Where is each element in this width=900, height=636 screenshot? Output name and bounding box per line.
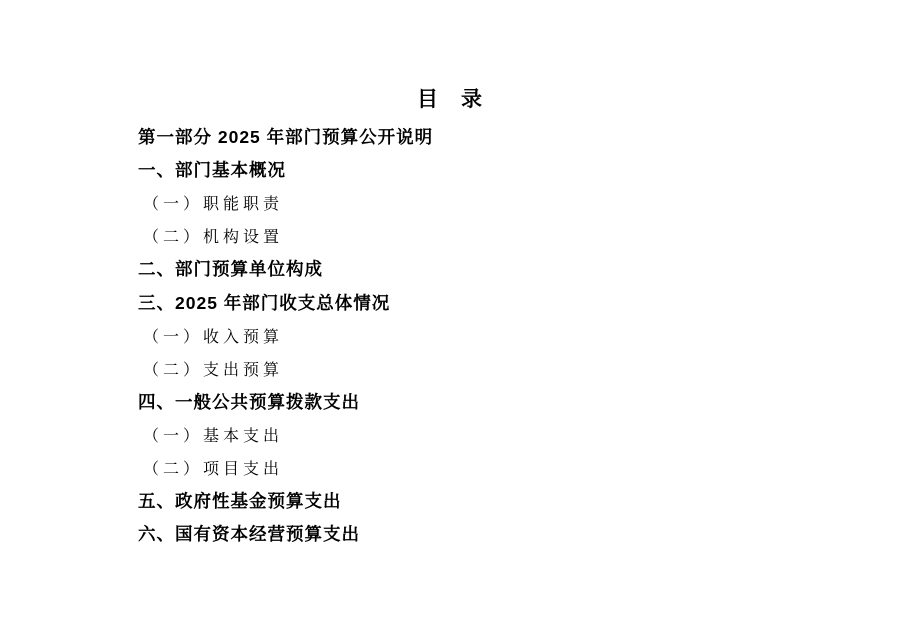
page-title: 目 录 bbox=[417, 88, 483, 111]
toc-entry-section-3: 三、2025 年部门收支总体情况 bbox=[138, 292, 391, 313]
toc-entry-item-3-1: （一）收入预算 bbox=[143, 328, 284, 346]
toc-entry-section-4: 四、一般公共预算拨款支出 bbox=[138, 391, 360, 412]
toc-entry-part-1: 第一部分 2025 年部门预算公开说明 bbox=[138, 127, 434, 148]
toc-entry-item-1-2: （二）机构设置 bbox=[143, 229, 284, 247]
toc-entry-item-4-1: （一）基本支出 bbox=[143, 427, 284, 445]
toc-entry-section-6: 六、国有资本经营预算支出 bbox=[138, 524, 360, 545]
toc-entry-section-5: 五、政府性基金预算支出 bbox=[138, 491, 342, 512]
toc-entry-item-1-1: （一）职能职责 bbox=[143, 196, 284, 214]
toc-entry-item-3-2: （二）支出预算 bbox=[143, 361, 284, 379]
toc-entry-section-2: 二、部门预算单位构成 bbox=[138, 259, 323, 280]
toc-entry-item-4-2: （二）项目支出 bbox=[143, 460, 284, 478]
table-of-contents bbox=[138, 120, 860, 550]
toc-entry-section-1: 一、部门基本概况 bbox=[138, 160, 286, 181]
